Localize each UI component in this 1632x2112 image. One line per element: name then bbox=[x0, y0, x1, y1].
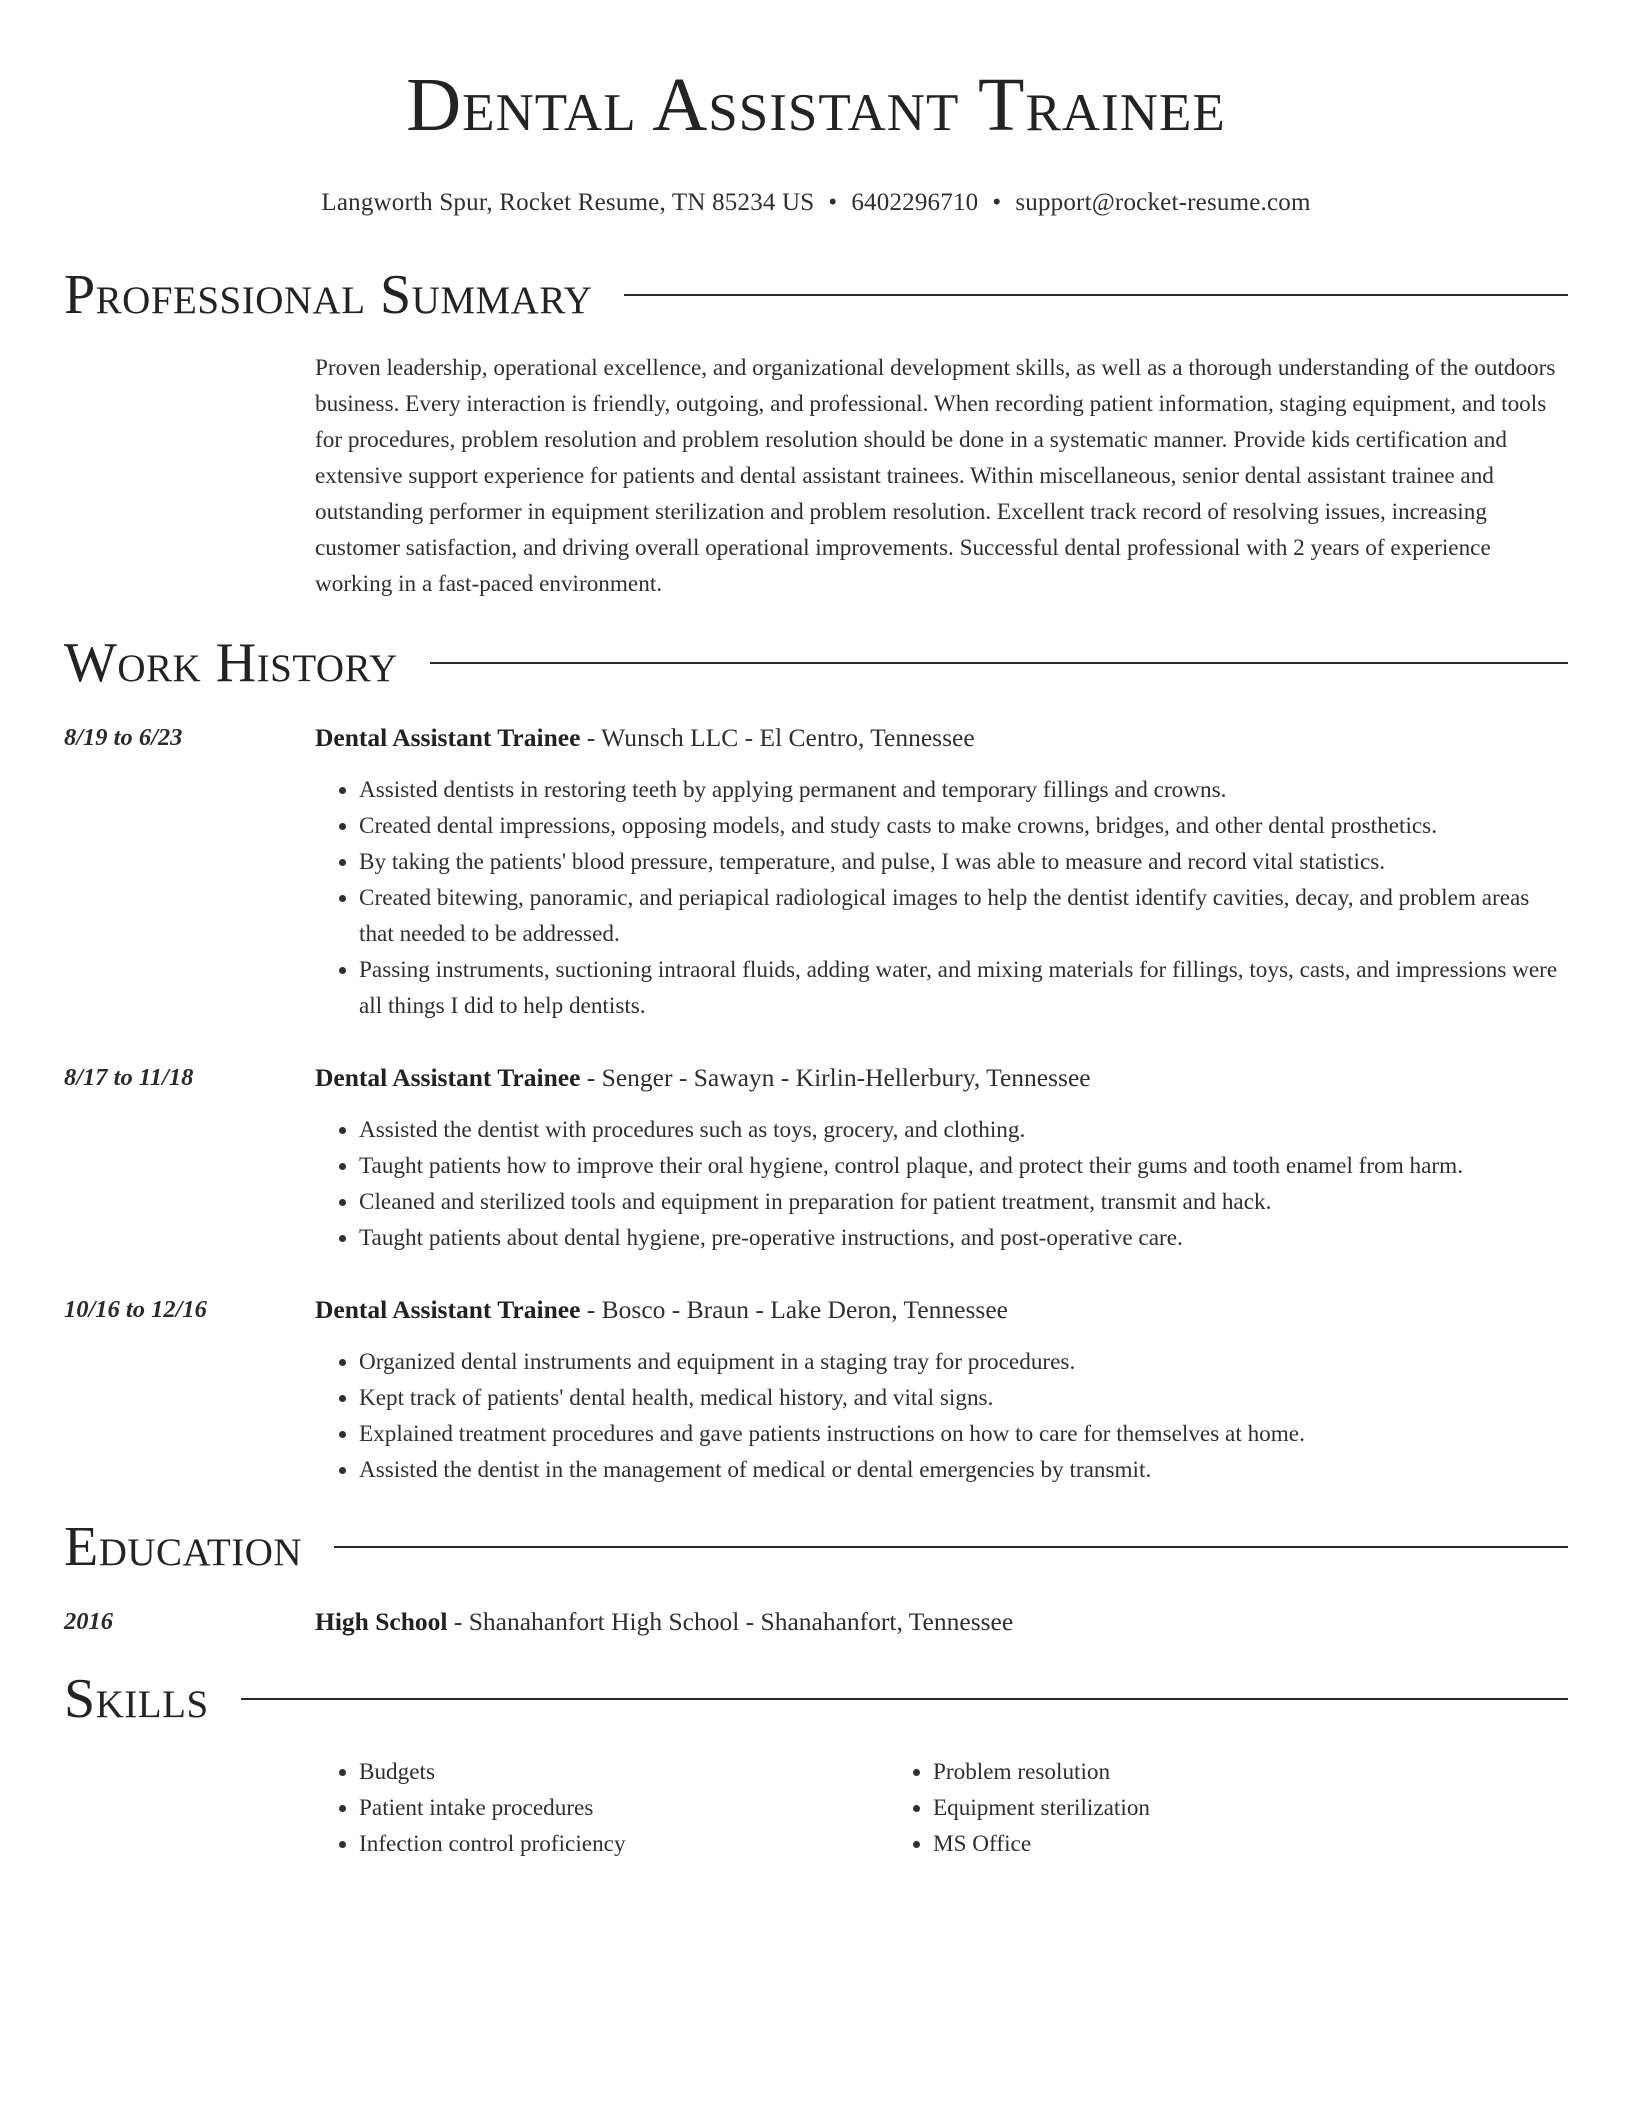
job-position: Dental Assistant Trainee bbox=[315, 1295, 581, 1324]
skill-item: • Problem resolution bbox=[933, 1754, 1463, 1790]
contact-separator: • bbox=[828, 189, 838, 216]
section-title: Education bbox=[64, 1516, 303, 1578]
work-bullets bbox=[315, 772, 1568, 1024]
contact-separator: • bbox=[992, 189, 1002, 216]
section-divider bbox=[334, 1546, 1568, 1548]
section-header bbox=[64, 630, 1568, 696]
professional-summary-section bbox=[64, 262, 1568, 602]
work-entry bbox=[64, 1292, 1568, 1488]
skills-section bbox=[64, 1666, 1568, 1862]
job-position: Dental Assistant Trainee bbox=[315, 1063, 581, 1092]
skill-item: • MS Office bbox=[933, 1826, 1463, 1862]
contact-address: Langworth Spur, Rocket Resume, TN 85234 US bbox=[321, 189, 815, 216]
list-item: • Assisted dentists in restoring teeth by applying permanent and temporary fillings and crowns. bbox=[359, 772, 1568, 808]
work-title-line bbox=[315, 1060, 1568, 1096]
job-employer-location: - Senger - Sawayn - Kirlin-Hellerbury, Tennessee bbox=[580, 1063, 1091, 1092]
skill-item: • Patient intake procedures bbox=[359, 1790, 889, 1826]
section-title: Professional Summary bbox=[64, 264, 593, 326]
work-bullets bbox=[315, 1344, 1568, 1488]
work-history-section bbox=[64, 630, 1568, 1488]
work-title-line bbox=[315, 720, 1568, 756]
work-dates: 10/16 to 12/16 bbox=[64, 1296, 207, 1323]
summary-text: Proven leadership, operational excellence, and organizational development skills, as well as a thorough understanding of the outdoors business. Every interaction is friendly, outgoing, and professional. When recording patient information, staging equipment, and tools for procedures, problem resolution and problem resolution should be done in a systematic manner. Provide kids certification and extensive support experience for patients and dental assistant trainees. Within miscellaneous, senior dental assistant trainee and outstanding performer in equipment sterilization and problem resolution. Excellent track record of resolving issues, increasing customer satisfaction, and driving overall operational improvements. Successful dental professional with 2 years of experience working in a fast-paced environment. bbox=[315, 355, 1556, 597]
list-item: • Assisted the dentist in the management of medical or dental emergencies by transmit. bbox=[359, 1452, 1568, 1488]
section-divider bbox=[624, 294, 1568, 296]
work-entry bbox=[64, 1060, 1568, 1256]
candidate-name: Dental Assistant Trainee bbox=[406, 63, 1226, 147]
resume-header bbox=[64, 0, 1568, 218]
list-item: • Created bitewing, panoramic, and periapical radiological images to help the dentist identify cavities, decay, and problem areas that needed to be addressed. bbox=[359, 880, 1568, 952]
contact-email: support@rocket-resume.com bbox=[1015, 189, 1311, 216]
skills-column-right bbox=[889, 1754, 1463, 1862]
list-item: • Assisted the dentist with procedures such as toys, grocery, and clothing. bbox=[359, 1112, 1568, 1148]
job-employer-location: - Wunsch LLC - El Centro, Tennessee bbox=[580, 723, 975, 752]
section-header bbox=[64, 262, 1568, 328]
section-title: Work History bbox=[64, 632, 398, 694]
skill-item: • Equipment sterilization bbox=[933, 1790, 1463, 1826]
list-item: • Taught patients about dental hygiene, pre-operative instructions, and post-operative care. bbox=[359, 1220, 1568, 1256]
work-dates: 8/17 to 11/18 bbox=[64, 1064, 194, 1091]
job-position: Dental Assistant Trainee bbox=[315, 723, 581, 752]
list-item: • Kept track of patients' dental health, medical history, and vital signs. bbox=[359, 1380, 1568, 1416]
section-divider bbox=[241, 1698, 1568, 1700]
list-item: • Taught patients how to improve their oral hygiene, control plaque, and protect their gums and tooth enamel from harm. bbox=[359, 1148, 1568, 1184]
work-title-line bbox=[315, 1292, 1568, 1328]
contact-line bbox=[64, 188, 1568, 218]
list-item: • Cleaned and sterilized tools and equipment in preparation for patient treatment, transmit and hack. bbox=[359, 1184, 1568, 1220]
education-entry bbox=[64, 1604, 1568, 1640]
skill-item: • Infection control proficiency bbox=[359, 1826, 889, 1862]
section-divider bbox=[430, 662, 1568, 664]
list-item: • Passing instruments, suctioning intraoral fluids, adding water, and mixing materials for fillings, toys, casts, and impressions were all things I did to help dentists. bbox=[359, 952, 1568, 1024]
list-item: • Explained treatment procedures and gave patients instructions on how to care for themselves at home. bbox=[359, 1416, 1568, 1452]
education-degree: High School bbox=[315, 1607, 448, 1636]
work-bullets bbox=[315, 1112, 1568, 1256]
education-title-line bbox=[315, 1604, 1568, 1640]
list-item: • Organized dental instruments and equipment in a staging tray for procedures. bbox=[359, 1344, 1568, 1380]
job-employer-location: - Bosco - Braun - Lake Deron, Tennessee bbox=[580, 1295, 1008, 1324]
contact-phone: 6402296710 bbox=[851, 189, 979, 216]
education-section bbox=[64, 1514, 1568, 1640]
skills-grid bbox=[315, 1754, 1568, 1862]
education-year: 2016 bbox=[64, 1608, 113, 1635]
skill-item: • Budgets bbox=[359, 1754, 889, 1790]
work-entry bbox=[64, 720, 1568, 1024]
section-header bbox=[64, 1666, 1568, 1732]
skills-column-left bbox=[315, 1754, 889, 1862]
work-dates: 8/19 to 6/23 bbox=[64, 724, 183, 751]
education-school-location: - Shanahanfort High School - Shanahanfort, Tennessee bbox=[447, 1607, 1014, 1636]
section-header bbox=[64, 1514, 1568, 1580]
section-title: Skills bbox=[64, 1668, 209, 1730]
list-item: • By taking the patients' blood pressure, temperature, and pulse, I was able to measure and record vital statistics. bbox=[359, 844, 1568, 880]
list-item: • Created dental impressions, opposing models, and study casts to make crowns, bridges, and other dental prosthetics. bbox=[359, 808, 1568, 844]
